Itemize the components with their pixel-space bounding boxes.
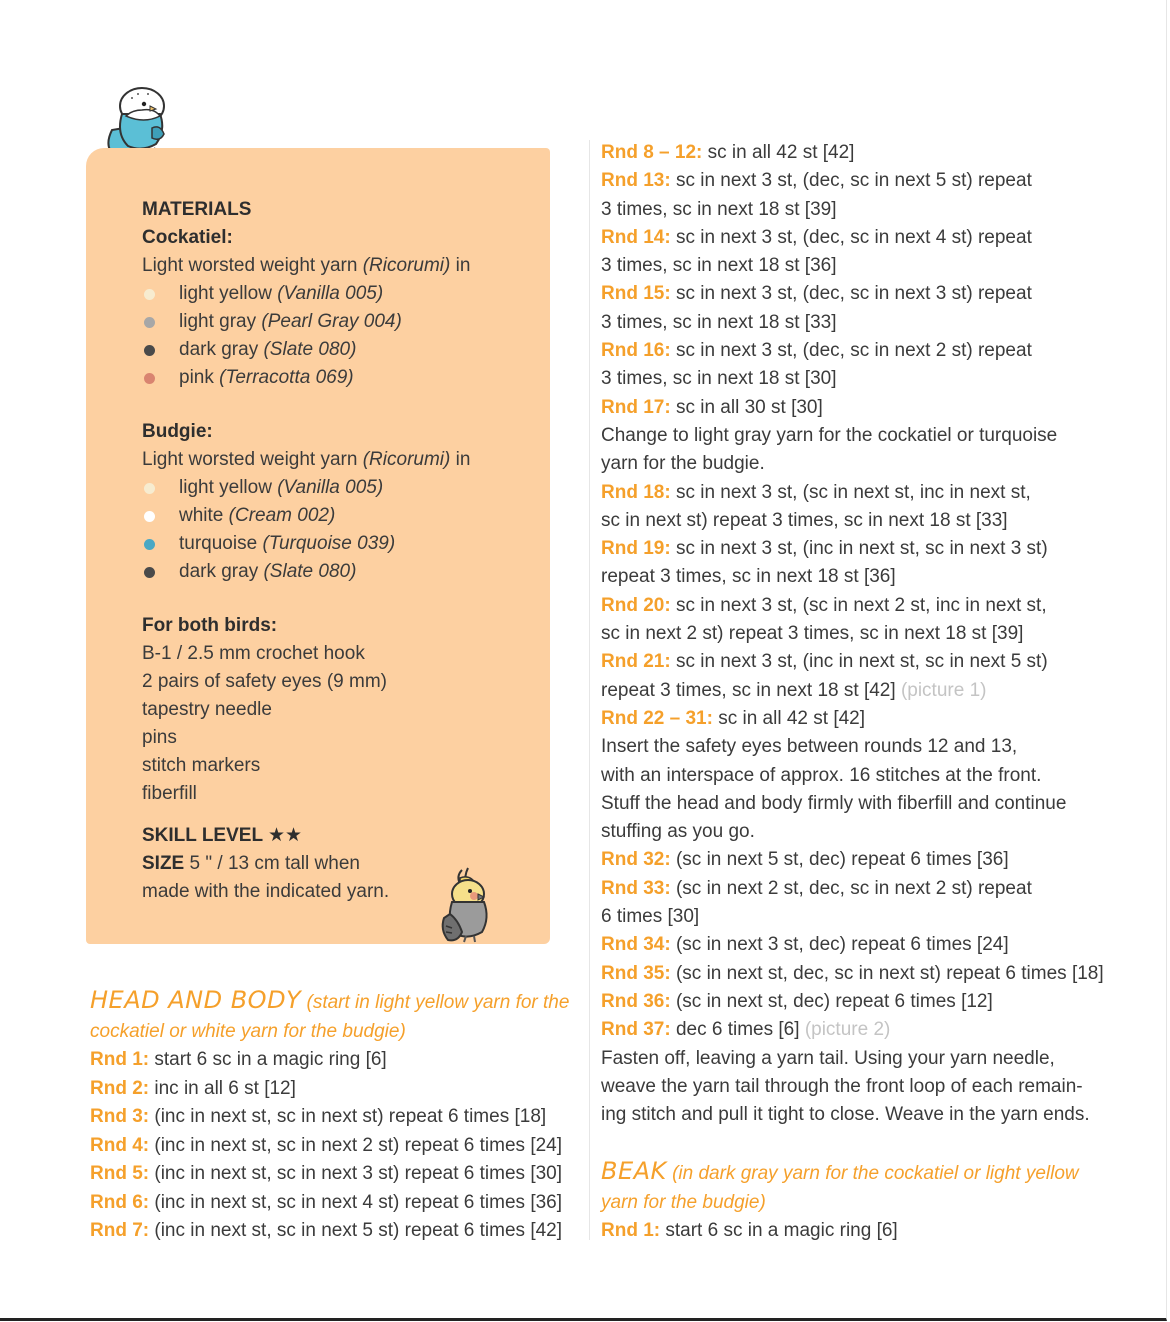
color-change-note: Change to light gray yarn for the cockatiel or turquoise (601, 424, 1058, 446)
picture-ref-2: (picture 2) (804, 1019, 891, 1041)
yarn-color-dot (144, 289, 155, 300)
material-item: 2 pairs of safety eyes (9 mm) (142, 671, 387, 692)
material-item: fiberfill (142, 783, 197, 804)
round-line: Rnd 7: (inc in next st, sc in next 5 st) repeat 6 times [42] (90, 1220, 563, 1241)
eyes-note-1: Insert the safety eyes between rounds 12 and 13, (601, 736, 1018, 758)
round-20-cont: sc in next 2 st) repeat 3 times, sc in next 18 st [39] (601, 623, 1024, 645)
budgie-yarn-list (142, 474, 542, 586)
material-item: stitch markers (142, 755, 261, 776)
round-17: Rnd 17: sc in all 30 st [30] (601, 396, 823, 418)
round-line: Rnd 2: inc in all 6 st [12] (90, 1077, 296, 1099)
round-16-cont: 3 times, sc in next 18 st [30] (601, 368, 837, 390)
fasten-note-1: Fasten off, leaving a yarn tail. Using your yarn needle, (601, 1047, 1055, 1069)
yarn-color-dot (144, 317, 155, 328)
material-item: B-1 / 2.5 mm crochet hook (142, 643, 365, 664)
round-13-cont: 3 times, sc in next 18 st [39] (601, 198, 837, 220)
round-33: Rnd 33: (sc in next 2 st, dec, sc in next 2 st) repeat (601, 877, 1032, 899)
round-37: Rnd 37: dec 6 times [6] (picture 2) (601, 1019, 891, 1041)
beak-subtitle: yarn for the budgie) (601, 1191, 766, 1213)
yarn-item: pink (Terracotta 069) (142, 364, 542, 392)
eyes-note-4: stuffing as you go. (601, 821, 755, 843)
round-18-cont: sc in next st) repeat 3 times, sc in next 18 st [33] (601, 509, 1008, 531)
cockatiel-heading: Cockatiel: (142, 227, 233, 248)
round-13: Rnd 13: sc in next 3 st, (dec, sc in next 5 st) repeat (601, 170, 1032, 192)
skill-stars: ★★ (268, 825, 303, 846)
yarn-item: white (Cream 002) (142, 502, 542, 530)
materials-content (142, 196, 542, 906)
round-line: Rnd 1: start 6 sc in a magic ring [6] (90, 1049, 387, 1070)
beak-round-1: Rnd 1: start 6 sc in a magic ring [6] (601, 1219, 898, 1241)
yarn-color-dot (144, 345, 155, 356)
fasten-note-2: weave the yarn tail through the front loop of each remain- (601, 1075, 1083, 1097)
round-line: Rnd 5: (inc in next st, sc in next 3 st) repeat 6 times [30] (90, 1163, 563, 1184)
materials-heading: MATERIALS (142, 199, 252, 220)
both-birds-list (142, 640, 542, 808)
yarn-item: turquoise (Turquoise 039) (142, 530, 542, 558)
round-36: Rnd 36: (sc in next st, dec) repeat 6 times [12] (601, 990, 993, 1012)
beak-title: BEAK (in dark gray yarn for the cockatiel or light yellow (601, 1157, 1079, 1186)
round-32: Rnd 32: (sc in next 5 st, dec) repeat 6 times [36] (601, 849, 1009, 871)
round-14: Rnd 14: sc in next 3 st, (dec, sc in next 4 st) repeat (601, 226, 1032, 248)
round-line: Rnd 4: (inc in next st, sc in next 2 st) repeat 6 times [24] (90, 1134, 563, 1156)
yarn-item: light yellow (Vanilla 005) (142, 474, 542, 502)
round-19-cont: repeat 3 times, sc in next 18 st [36] (601, 566, 896, 588)
picture-ref-1: (picture 1) (900, 679, 987, 701)
pattern-right-column (601, 139, 1141, 1245)
round-22-31: Rnd 22 – 31: sc in all 42 st [42] (601, 707, 866, 729)
yarn-item: light gray (Pearl Gray 004) (142, 308, 542, 336)
yarn-item: dark gray (Slate 080) (142, 558, 542, 586)
color-change-note-cont: yarn for the budgie. (601, 453, 765, 475)
size-line-2: made with the indicated yarn. (142, 881, 390, 902)
yarn-color-dot (144, 539, 155, 550)
cockatiel-intro: Light worsted weight yarn (Ricorumi) in (142, 255, 471, 276)
yarn-color-dot (144, 567, 155, 578)
round-21-cont: repeat 3 times, sc in next 18 st [42] (picture 1) (601, 679, 987, 701)
eyes-note-3: Stuff the head and body firmly with fiberfill and continue (601, 792, 1067, 814)
head-body-subtitle: cockatiel or white yarn for the budgie) (90, 1020, 406, 1042)
size-line: SIZE 5 " / 13 cm tall when (142, 853, 360, 874)
budgie-heading: Budgie: (142, 421, 213, 442)
yarn-item: light yellow (Vanilla 005) (142, 280, 542, 308)
yarn-color-dot (144, 373, 155, 384)
round-35: Rnd 35: (sc in next st, dec, sc in next st) repeat 6 times [18] (601, 962, 1104, 984)
column-divider (589, 140, 590, 1240)
material-item: tapestry needle (142, 699, 272, 720)
budgie-illustration (104, 84, 170, 154)
round-15: Rnd 15: sc in next 3 st, (dec, sc in next 3 st) repeat (601, 283, 1032, 305)
material-item: pins (142, 727, 177, 748)
round-21: Rnd 21: sc in next 3 st, (inc in next st, sc in next 5 st) (601, 651, 1048, 673)
head-body-rounds (90, 1046, 580, 1246)
round-15-cont: 3 times, sc in next 18 st [33] (601, 311, 837, 333)
cockatiel-yarn-list (142, 280, 542, 392)
head-body-section (90, 986, 580, 1246)
round-14-cont: 3 times, sc in next 18 st [36] (601, 255, 837, 277)
round-line: Rnd 6: (inc in next st, sc in next 4 st) repeat 6 times [36] (90, 1191, 563, 1213)
yarn-color-dot (144, 483, 155, 494)
eyes-note-2: with an interspace of approx. 16 stitches at the front. (601, 764, 1042, 786)
skill-level: SKILL LEVEL ★★ (142, 825, 303, 846)
round-34: Rnd 34: (sc in next 3 st, dec) repeat 6 times [24] (601, 934, 1009, 956)
head-body-title: HEAD AND BODY (start in light yellow yarn for the (90, 986, 570, 1014)
yarn-color-dot (144, 511, 155, 522)
budgie-intro: Light worsted weight yarn (Ricorumi) in (142, 449, 471, 470)
round-33-cont: 6 times [30] (601, 906, 700, 928)
round-19: Rnd 19: sc in next 3 st, (inc in next st, sc in next 3 st) (601, 538, 1048, 560)
round-18: Rnd 18: sc in next 3 st, (sc in next st, inc in next st, (601, 481, 1031, 503)
round-8-12: Rnd 8 – 12: sc in all 42 st [42] (601, 142, 855, 163)
both-birds-heading: For both birds: (142, 615, 278, 636)
cockatiel-illustration (436, 866, 496, 944)
fasten-note-3: ing stitch and pull it tight to close. Weave in the yarn ends. (601, 1104, 1090, 1126)
yarn-item: dark gray (Slate 080) (142, 336, 542, 364)
round-20: Rnd 20: sc in next 3 st, (sc in next 2 st, inc in next st, (601, 594, 1047, 616)
round-line: Rnd 3: (inc in next st, sc in next st) repeat 6 times [18] (90, 1106, 547, 1127)
round-16: Rnd 16: sc in next 3 st, (dec, sc in next 2 st) repeat (601, 340, 1032, 362)
